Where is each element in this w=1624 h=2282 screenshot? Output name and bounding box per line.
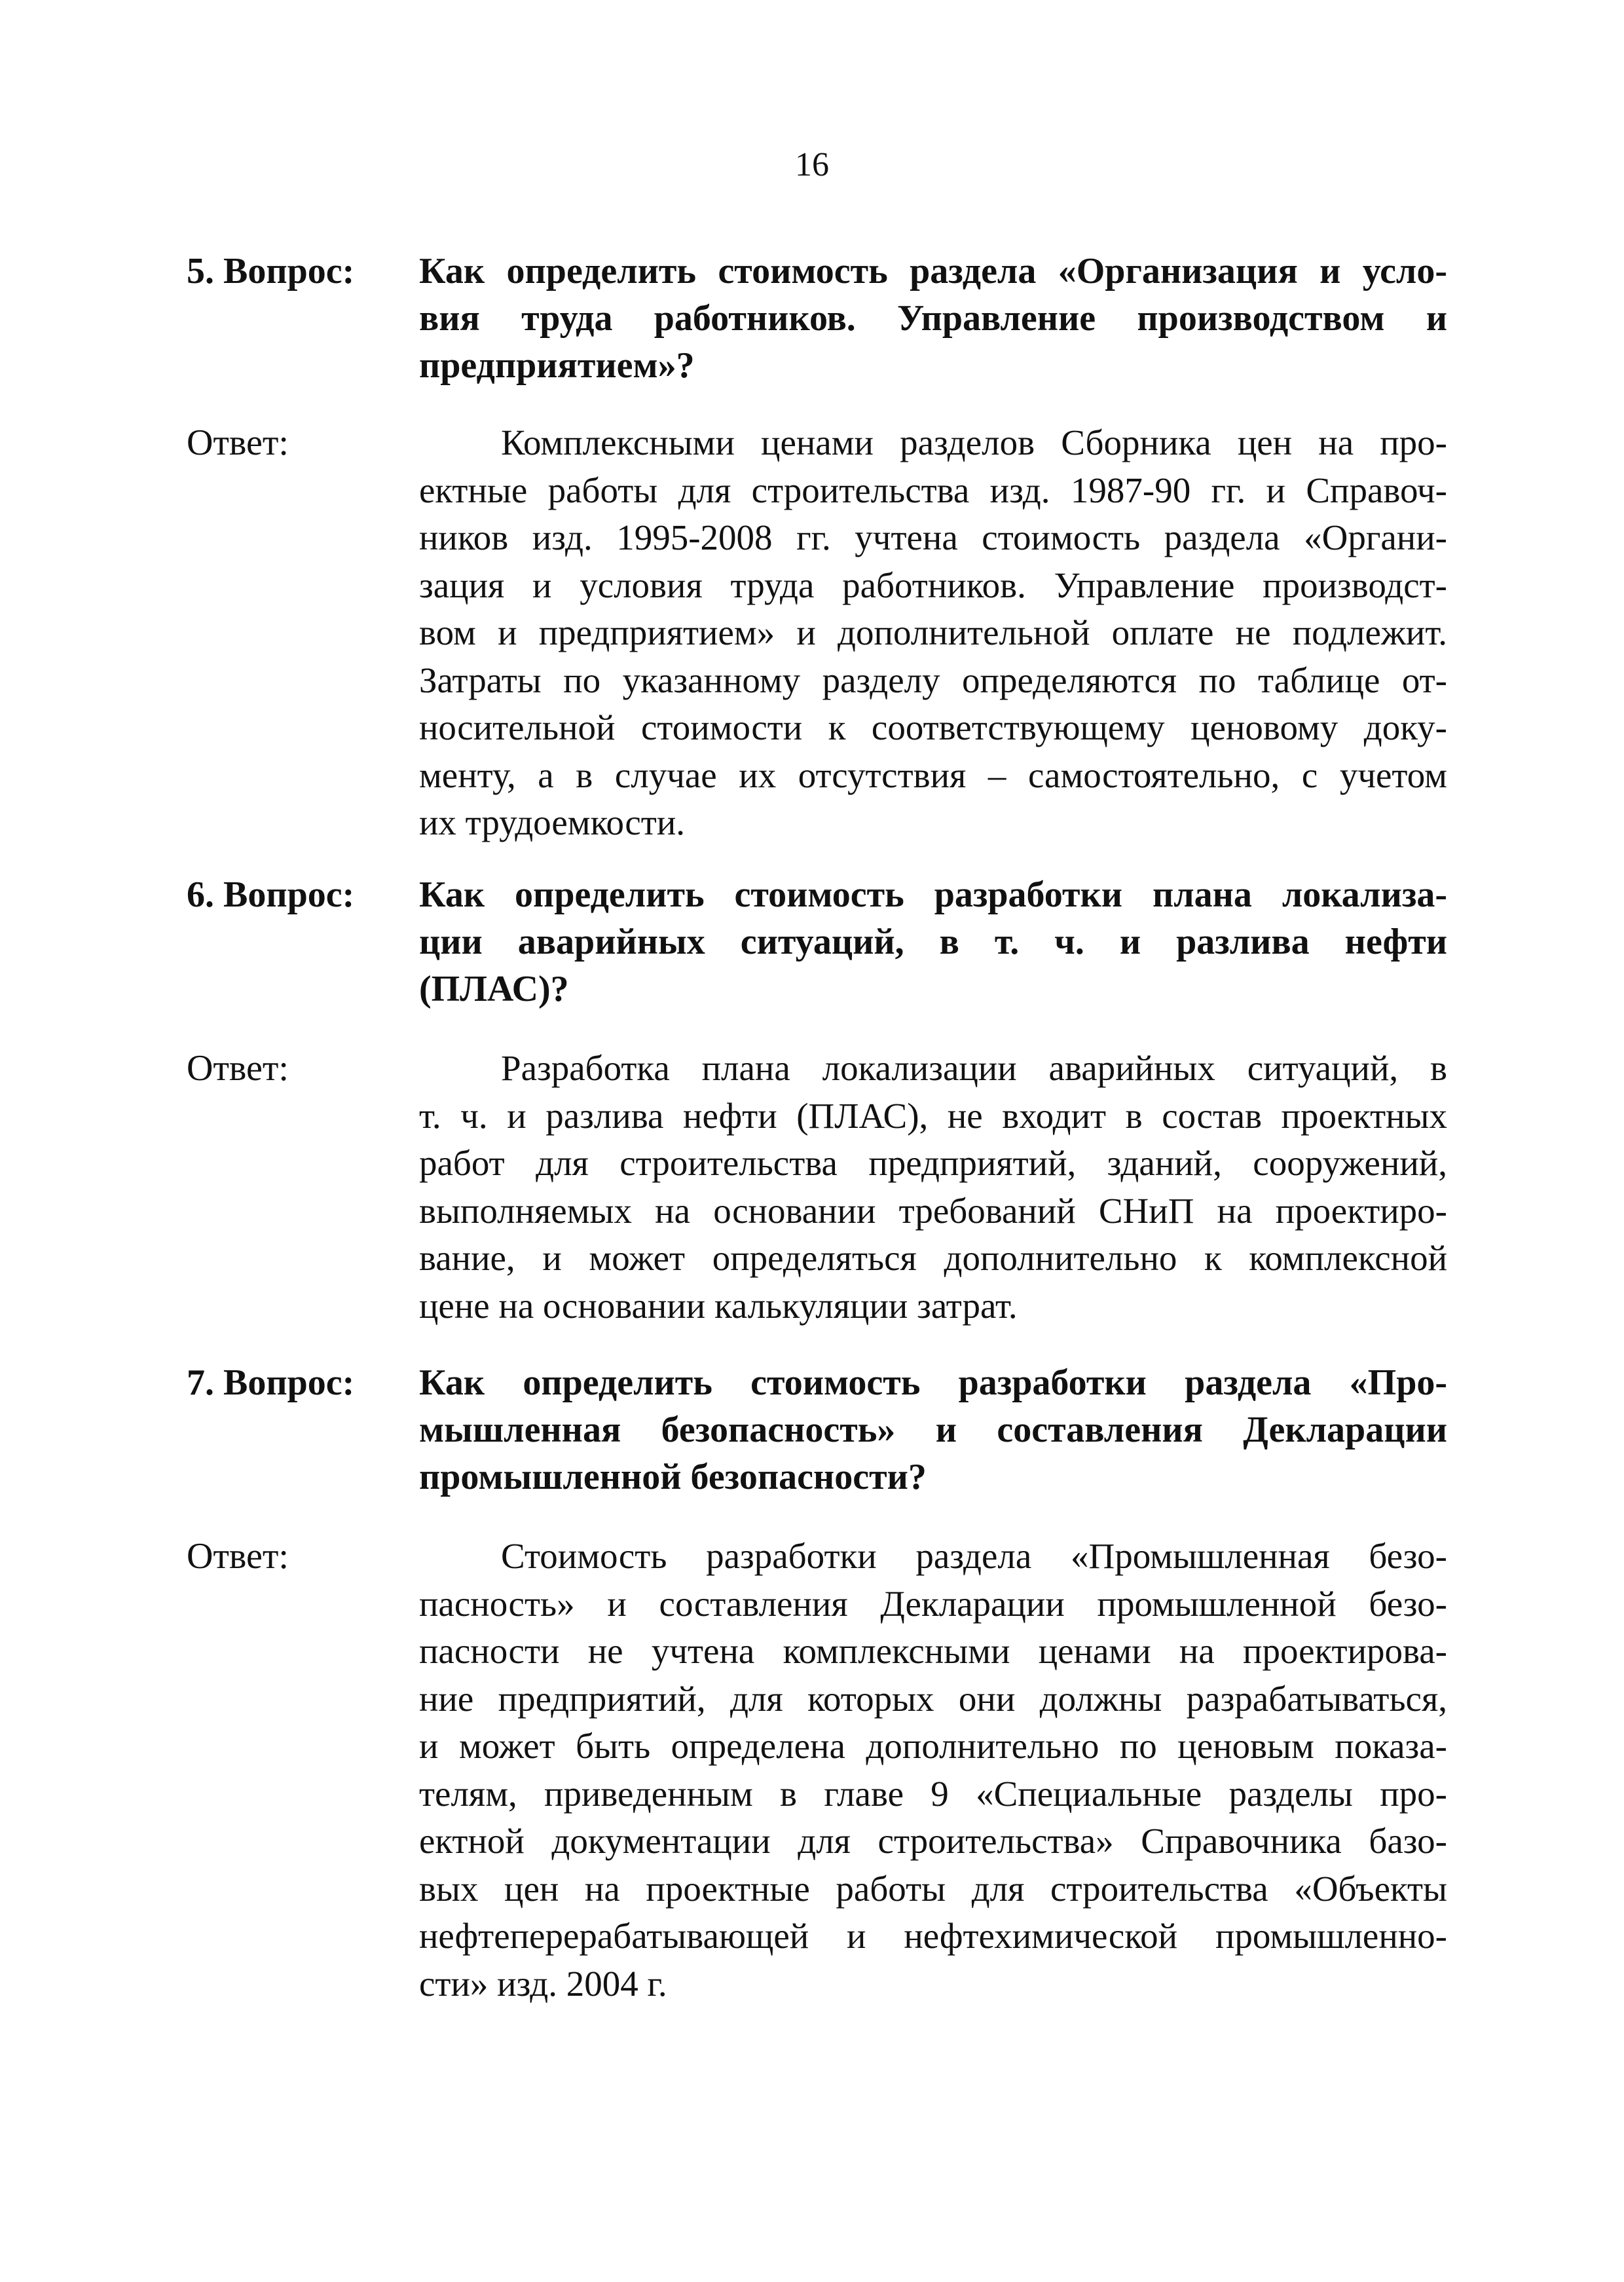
answer-text (419, 1045, 1447, 1330)
question-text (419, 248, 1447, 389)
answer-line: телям, приведенным в главе 9 «Специальные разделы про- (419, 1773, 1447, 1814)
answer-line: и может быть определена дополнительно по ценовым показа- (419, 1726, 1447, 1766)
answer-line: работ для строительства предприятий, зданий, сооружений, (419, 1143, 1447, 1183)
answer-line: Затраты по указанному разделу определяются по таблице от- (419, 660, 1447, 700)
qa-item-5 (187, 248, 1447, 389)
question-line: ции аварийных ситуаций, в т. ч. и разлива нефти (419, 922, 1447, 962)
answer-line: вых цен на проектные работы для строительства «Объекты (419, 1868, 1447, 1909)
question-line: Как определить стоимость раздела «Организация и усло- (419, 251, 1447, 291)
answer-row (187, 419, 1447, 847)
answer-line: сти» изд. 2004 г. (419, 1963, 667, 2004)
question-line: мышленная безопасность» и составления Декларации (419, 1410, 1447, 1450)
answer-line: Стоимость разработки раздела «Промышленная безо- (501, 1536, 1447, 1576)
answer-item-7 (187, 1533, 1447, 2008)
answer-text (419, 1533, 1447, 2008)
question-line: Как определить стоимость разработки раздела «Про- (419, 1362, 1447, 1403)
answer-line: т. ч. и разлива нефти (ПЛАС), не входит в состав проектных (419, 1095, 1447, 1136)
answer-line: пасность» и составления Декларации промышленной безо- (419, 1583, 1447, 1624)
answer-line: носительной стоимости к соответствующему ценовому доку- (419, 707, 1447, 747)
question-line: вия труда работников. Управление производством и (419, 298, 1447, 339)
qa-item-6 (187, 871, 1447, 1013)
answer-line: цене на основании калькуляции затрат. (419, 1285, 1018, 1326)
answer-line: вом и предприятием» и дополнительной оплате не подлежит. (419, 612, 1447, 652)
answer-label: Ответ: (187, 1048, 289, 1089)
answer-line: Комплексными ценами разделов Сборника цен на про- (501, 422, 1447, 462)
question-row (187, 871, 1447, 1013)
question-row (187, 248, 1447, 389)
question-label: 7. Вопрос: (187, 1362, 355, 1403)
question-text (419, 871, 1447, 1013)
answer-line: ектные работы для строительства изд. 1987-90 гг. и Справоч- (419, 470, 1447, 510)
answer-line: Разработка плана локализации аварийных ситуаций, в (501, 1048, 1447, 1088)
question-label: 6. Вопрос: (187, 874, 355, 915)
answer-line: пасности не учтена комплексными ценами на проектирова- (419, 1631, 1447, 1671)
answer-row (187, 1533, 1447, 2008)
answer-line: вание, и может определяться дополнительно к комплексной (419, 1238, 1447, 1278)
question-row (187, 1359, 1447, 1501)
answer-line: их трудоемкости. (419, 802, 686, 842)
qa-item-7 (187, 1359, 1447, 1501)
question-line: промышленной безопасности? (419, 1457, 927, 1497)
question-line: (ПЛАС)? (419, 969, 569, 1009)
answer-line: ников изд. 1995-2008 гг. учтена стоимость раздела «Органи- (419, 517, 1447, 557)
question-label: 5. Вопрос: (187, 251, 355, 291)
answer-item-6 (187, 1045, 1447, 1330)
answer-line: нефтеперерабатывающей и нефтехимической промышленно- (419, 1916, 1447, 1956)
question-line: предприятием»? (419, 345, 695, 386)
answer-line: зация и условия труда работников. Управление производст- (419, 565, 1447, 605)
answer-line: ние предприятий, для которых они должны разрабатываться, (419, 1678, 1447, 1719)
answer-text (419, 419, 1447, 847)
question-text (419, 1359, 1447, 1501)
answer-label: Ответ: (187, 422, 289, 463)
page-number: 16 (795, 146, 829, 183)
question-line: Как определить стоимость разработки плана локализа- (419, 874, 1447, 915)
answer-label: Ответ: (187, 1536, 289, 1577)
answer-line: менту, а в случае их отсутствия – самостоятельно, с учетом (419, 755, 1447, 795)
answer-line: ектной документации для строительства» Справочника базо- (419, 1821, 1447, 1861)
answer-item-5 (187, 419, 1447, 847)
answer-row (187, 1045, 1447, 1330)
answer-line: выполняемых на основании требований СНиП на проектиро- (419, 1190, 1447, 1231)
